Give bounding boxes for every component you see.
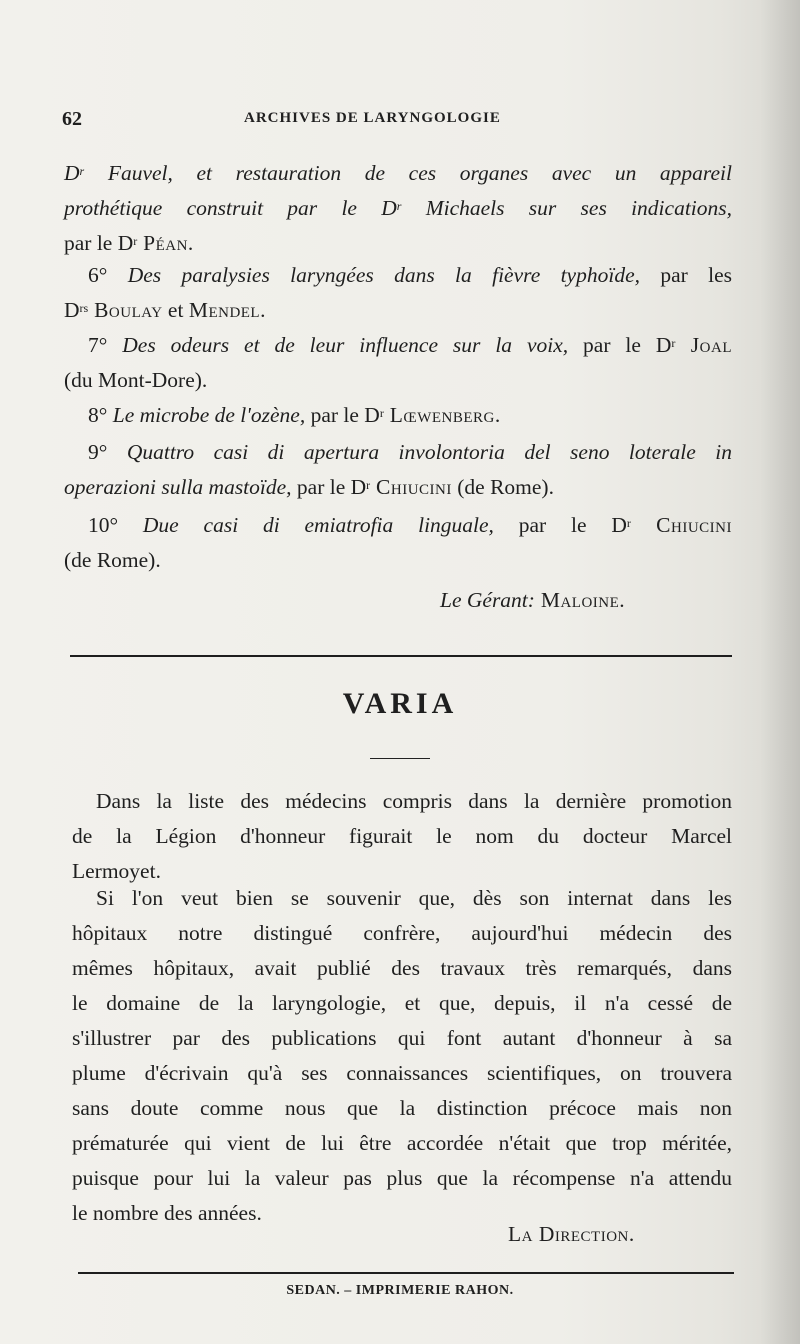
section-title-varia: VARIA <box>342 687 458 720</box>
list-item-9-line-1: 9° Quattro casi di apertura involontoria del seno loterale in <box>88 440 732 464</box>
varia-p2-line-3: mêmes hôpitaux, avait publié des travaux très remarqués, dans <box>72 956 732 980</box>
direction-signature: La Direction. <box>508 1222 635 1246</box>
list-item-5-line-1: $D^r$ Fauvel, et restauration de ces organes avec un appareil <box>64 161 732 185</box>
varia-p2-line-7: sans doute comme nous que la distinction précoce mais non <box>72 1096 732 1120</box>
list-item-6 <box>64 258 732 328</box>
varia-paragraph-2 <box>72 881 732 1231</box>
varia-p2-line-9: puisque pour lui la valeur pas plus que la récompense n'a attendu <box>72 1166 732 1190</box>
page-header <box>62 108 732 134</box>
list-item-5-line-3: par le $D^r$ Péan. <box>64 231 194 255</box>
list-item-7-line-2: (du Mont-Dore). <box>64 368 208 392</box>
varia-p2-line-5: s'illustrer par des publications qui font autant d'honneur à sa <box>72 1026 732 1050</box>
varia-p1-line-2: de la Légion d'honneur figurait le nom du docteur Marcel <box>72 824 732 848</box>
page-edge-shadow <box>760 0 800 1344</box>
title-underline <box>370 758 430 759</box>
list-item-8 <box>64 398 732 433</box>
varia-p2-line-2: hôpitaux notre distingué confrère, aujourd'hui médecin des <box>72 921 732 945</box>
list-item-6-line-2: $D^{rs}$ Boulay et Mendel. <box>64 298 266 322</box>
list-item-8-line-1: 8° Le microbe de l'ozène, par le $D^r$ Lœwenberg. <box>88 403 501 427</box>
gerant-signature: Le Gérant: Maloine. <box>440 588 626 612</box>
list-item-9 <box>64 435 732 505</box>
list-item-10 <box>64 508 732 578</box>
footer-rule <box>78 1272 734 1274</box>
list-item-10-line-2: (de Rome). <box>64 548 161 572</box>
varia-p2-line-8: prématurée qui vient de lui être accordée n'était que trop méritée, <box>72 1131 732 1155</box>
varia-p2-line-1: Si l'on veut bien se souvenir que, dès son internat dans les <box>96 886 732 910</box>
list-item-5-line-2: prothétique construit par le $D^r$ Michaels sur ses indications, <box>64 196 733 220</box>
page-number: 62 <box>62 108 82 130</box>
varia-p1-line-3: Lermoyet. <box>72 859 161 883</box>
list-item-7 <box>64 328 732 398</box>
list-item-5 <box>64 156 732 261</box>
varia-p1-line-1: Dans la liste des médecins compris dans la dernière promotion <box>96 789 732 813</box>
list-item-7-line-1: 7° Des odeurs et de leur influence sur la voix, par le $D^r$ Joal <box>88 333 732 357</box>
varia-paragraph-1 <box>72 784 732 889</box>
section-divider <box>70 655 732 657</box>
list-item-9-line-2: operazioni sulla mastoïde, par le $D^r$ Chiucini (de Rome). <box>64 475 554 499</box>
running-title: ARCHIVES DE LARYNGOLOGIE <box>244 110 501 126</box>
printer-imprint: SEDAN. – IMPRIMERIE RAHON. <box>286 1283 514 1298</box>
varia-p2-line-6: plume d'écrivain qu'à ses connaissances scientifiques, on trouvera <box>72 1061 732 1085</box>
list-item-6-line-1: 6° Des paralysies laryngées dans la fièvre typhoïde, par les <box>88 263 732 287</box>
varia-p2-line-4: le domaine de la laryngologie, et que, depuis, il n'a cessé de <box>72 991 732 1015</box>
varia-p2-line-10: le nombre des années. <box>72 1201 262 1225</box>
list-item-10-line-1: 10° Due casi di emiatrofia linguale, par le $D^r$ Chiucini <box>88 513 732 537</box>
